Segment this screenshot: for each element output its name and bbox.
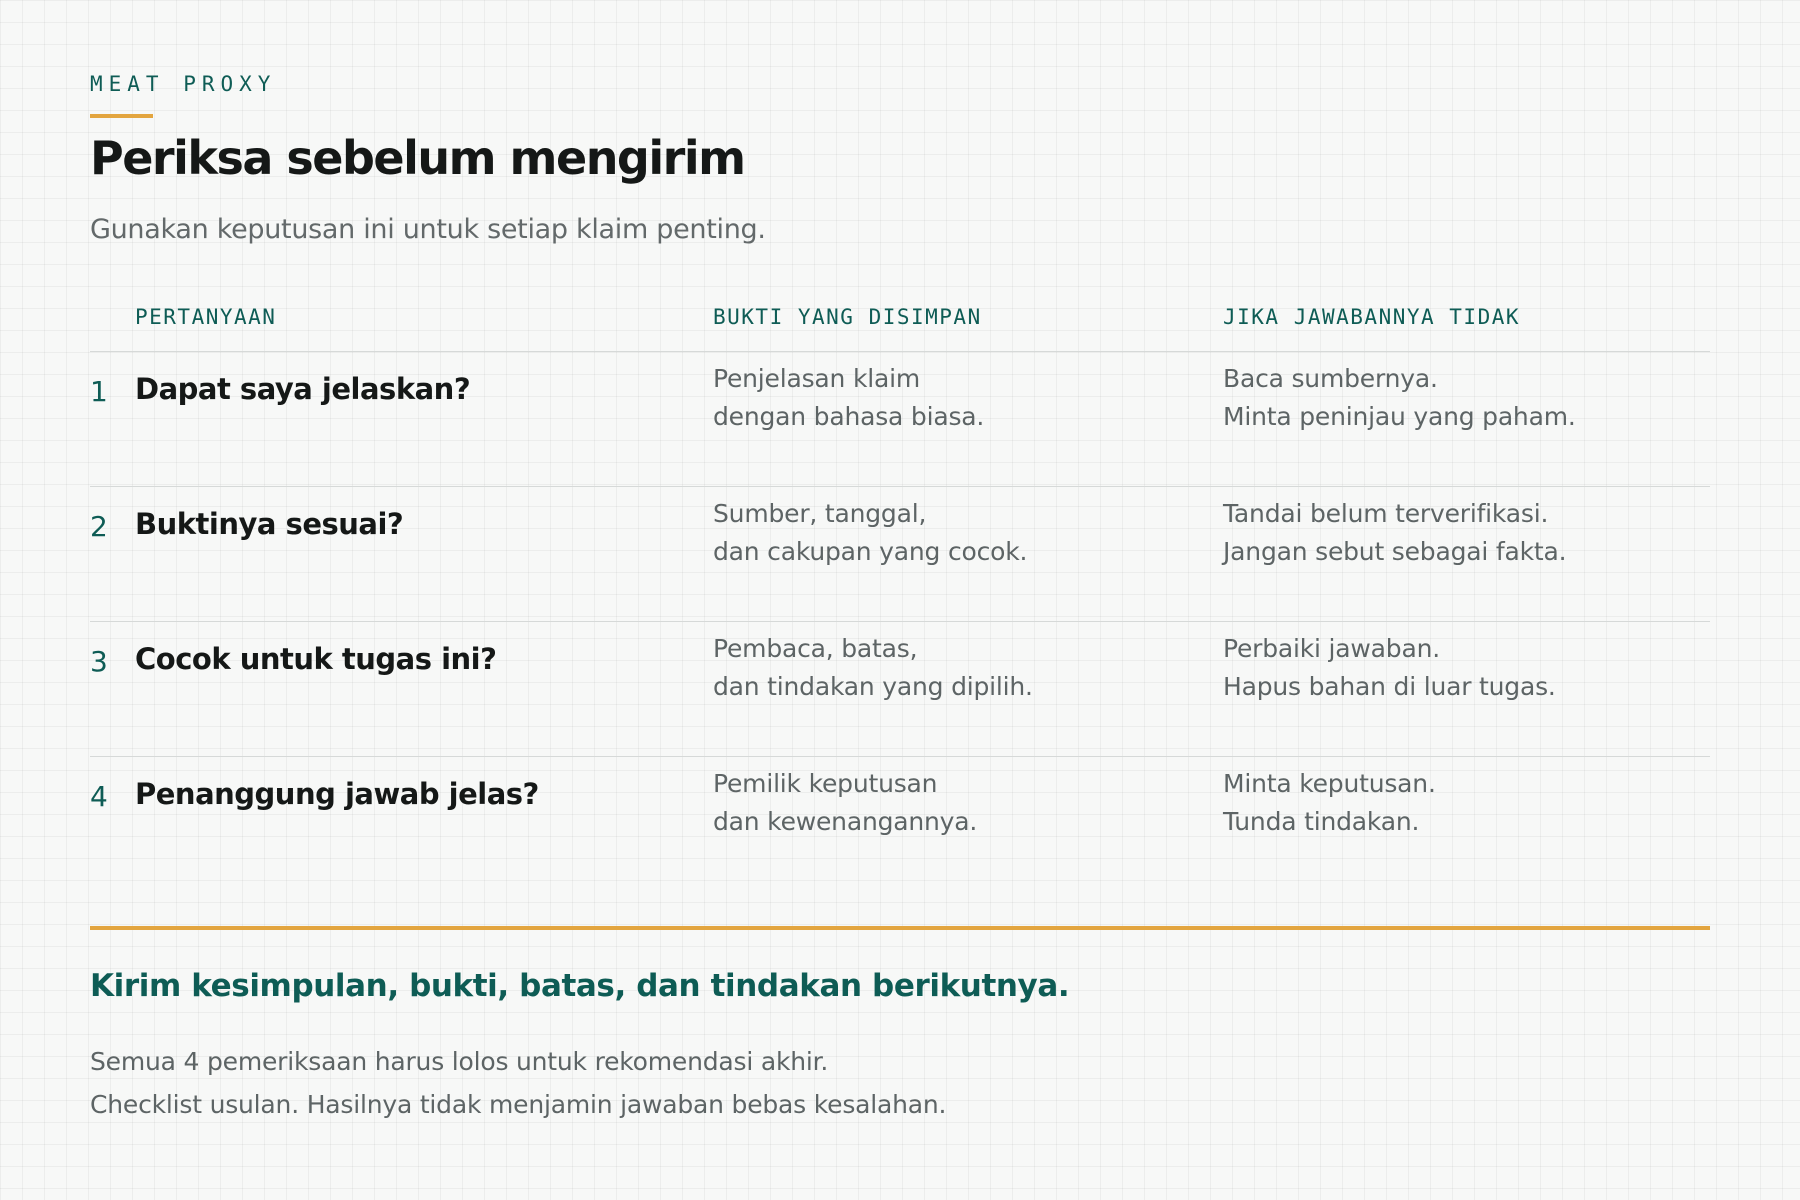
row-number: 3 <box>90 645 108 678</box>
table-row <box>90 622 1710 757</box>
evidence-line: Pemilik keputusan <box>713 769 938 798</box>
evidence-line: Pembaca, batas, <box>713 634 918 663</box>
row-question: Cocok untuk tugas ini? <box>135 642 497 676</box>
if-no-line: Jangan sebut sebagai fakta. <box>1223 537 1567 566</box>
evidence-line: dengan bahasa biasa. <box>713 402 985 431</box>
row-evidence <box>713 360 1193 436</box>
send-summary-callout: Kirim kesimpulan, bukti, batas, dan tindakan berikutnya. <box>90 968 1070 1004</box>
row-if-no <box>1223 495 1703 571</box>
row-question: Dapat saya jelaskan? <box>135 372 471 406</box>
row-number: 1 <box>90 375 108 408</box>
page-subtitle: Gunakan keputusan ini untuk setiap klaim penting. <box>90 214 766 245</box>
column-header-if-no: JIKA JAWABANNYA TIDAK <box>1223 305 1521 329</box>
column-header-question: PERTANYAAN <box>135 305 277 329</box>
if-no-line: Tunda tindakan. <box>1223 807 1420 836</box>
page-title: Periksa sebelum mengirim <box>90 131 745 185</box>
row-evidence <box>713 495 1193 571</box>
if-no-line: Minta keputusan. <box>1223 769 1436 798</box>
checklist-page <box>90 0 1710 1200</box>
row-question: Buktinya sesuai? <box>135 507 404 541</box>
if-no-line: Baca sumbernya. <box>1223 364 1438 393</box>
row-evidence <box>713 630 1193 706</box>
evidence-line: dan cakupan yang cocok. <box>713 537 1028 566</box>
checklist-table <box>90 296 1710 891</box>
row-if-no <box>1223 360 1703 436</box>
row-if-no <box>1223 630 1703 706</box>
table-row <box>90 487 1710 622</box>
evidence-line: dan kewenangannya. <box>713 807 978 836</box>
evidence-line: Sumber, tanggal, <box>713 499 927 528</box>
if-no-line: Hapus bahan di luar tugas. <box>1223 672 1556 701</box>
table-header <box>90 296 1710 352</box>
row-number: 4 <box>90 780 108 813</box>
row-if-no <box>1223 765 1703 841</box>
row-question: Penanggung jawab jelas? <box>135 777 539 811</box>
section-divider <box>90 926 1710 930</box>
row-number: 2 <box>90 510 108 543</box>
footer-note-line: Semua 4 pemeriksaan harus lolos untuk rekomendasi akhir. <box>90 1047 829 1076</box>
row-evidence <box>713 765 1193 841</box>
footer-note-line: Checklist usulan. Hasilnya tidak menjamin jawaban bebas kesalahan. <box>90 1090 947 1119</box>
column-header-evidence: BUKTI YANG DISIMPAN <box>713 305 982 329</box>
if-no-line: Perbaiki jawaban. <box>1223 634 1440 663</box>
eyebrow-accent-bar <box>90 114 153 118</box>
table-row <box>90 352 1710 487</box>
table-row <box>90 757 1710 891</box>
eyebrow-label: MEAT PROXY <box>90 72 277 96</box>
evidence-line: Penjelasan klaim <box>713 364 920 393</box>
footer-note <box>90 1040 946 1126</box>
if-no-line: Minta peninjau yang paham. <box>1223 402 1576 431</box>
if-no-line: Tandai belum terverifikasi. <box>1223 499 1549 528</box>
evidence-line: dan tindakan yang dipilih. <box>713 672 1033 701</box>
